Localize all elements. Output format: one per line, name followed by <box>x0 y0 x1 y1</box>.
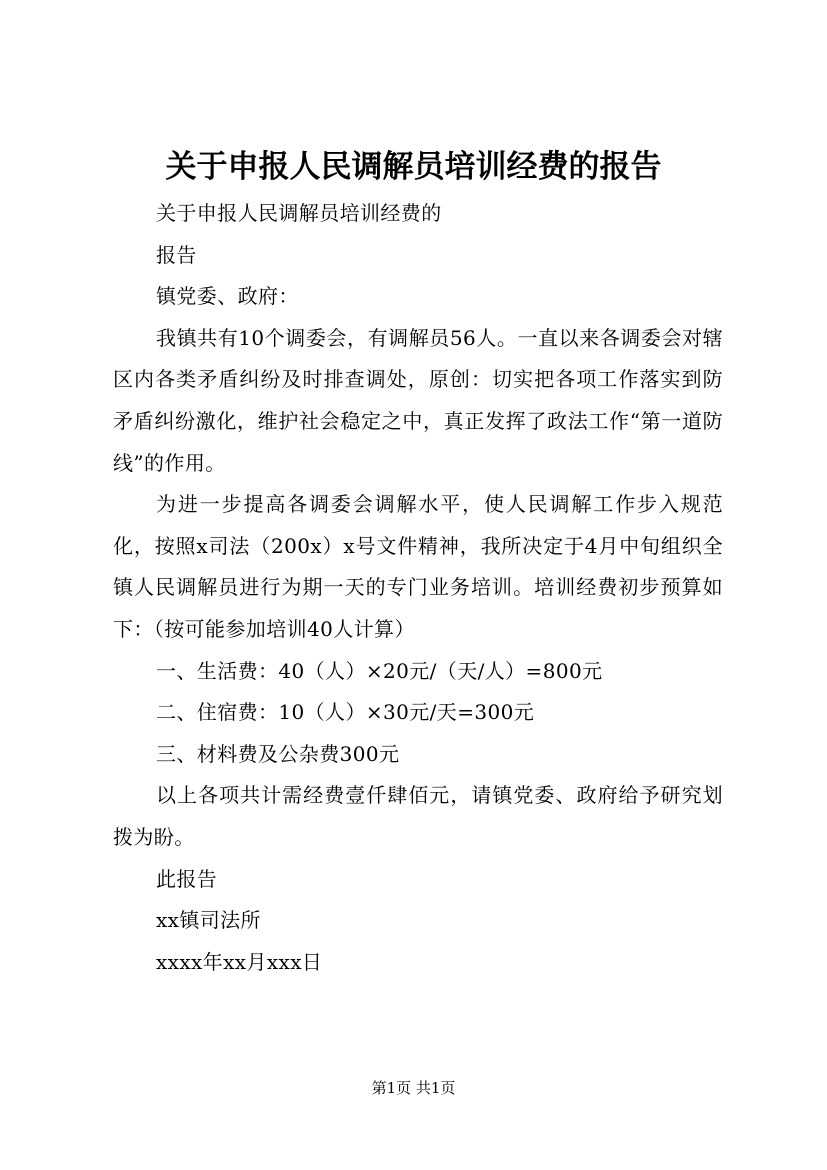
budget-item-materials: 三、材料费及公杂费300元 <box>156 741 400 766</box>
budget-item-living: 一、生活费：40（人）×20元/（天/人）=800元 <box>156 658 603 683</box>
budget-item-lodging: 二、住宿费：10（人）×30元/天=300元 <box>156 700 535 725</box>
paragraph-background: 我镇共有10个调委会，有调解员56人。一直以来各调委会对辖区内各类矛盾纠纷及时排查调处，原创：切实把各项工作落实到防矛盾纠纷激化，维护社会稳定之中，真正发挥了政法工作“第一道防线”的作用。 <box>113 325 723 475</box>
paragraph-subtitle-line-1: 关于申报人民调解员培训经费的 <box>156 201 442 225</box>
document-body <box>113 193 723 983</box>
signature-organization: xx镇司法所 <box>156 908 261 933</box>
paragraph-training-plan: 为进一步提高各调委会调解水平，使人民调解工作步入规范化，按照x司法（200x）x号文件精神，我所决定于4月中旬组织全镇人民调解员进行为期一天的专门业务培训。培训经费初步预算如下：（按可能参加培训40人计算） <box>113 492 723 641</box>
paragraph-subtitle-line-2: 报告 <box>156 242 197 267</box>
paragraph-salutation: 镇党委、政府： <box>156 284 299 309</box>
paragraph-request: 以上各项共计需经费壹仟肆佰元，请镇党委、政府给予研究划拨为盼。 <box>113 783 723 849</box>
signature-date: xxxx年xx月xxx日 <box>156 949 323 974</box>
paragraph-closing: 此报告 <box>156 866 218 891</box>
document-title: 关于申报人民调解员培训经费的报告 <box>165 149 662 185</box>
page-footer: 第1页 共1页 <box>371 1079 456 1097</box>
